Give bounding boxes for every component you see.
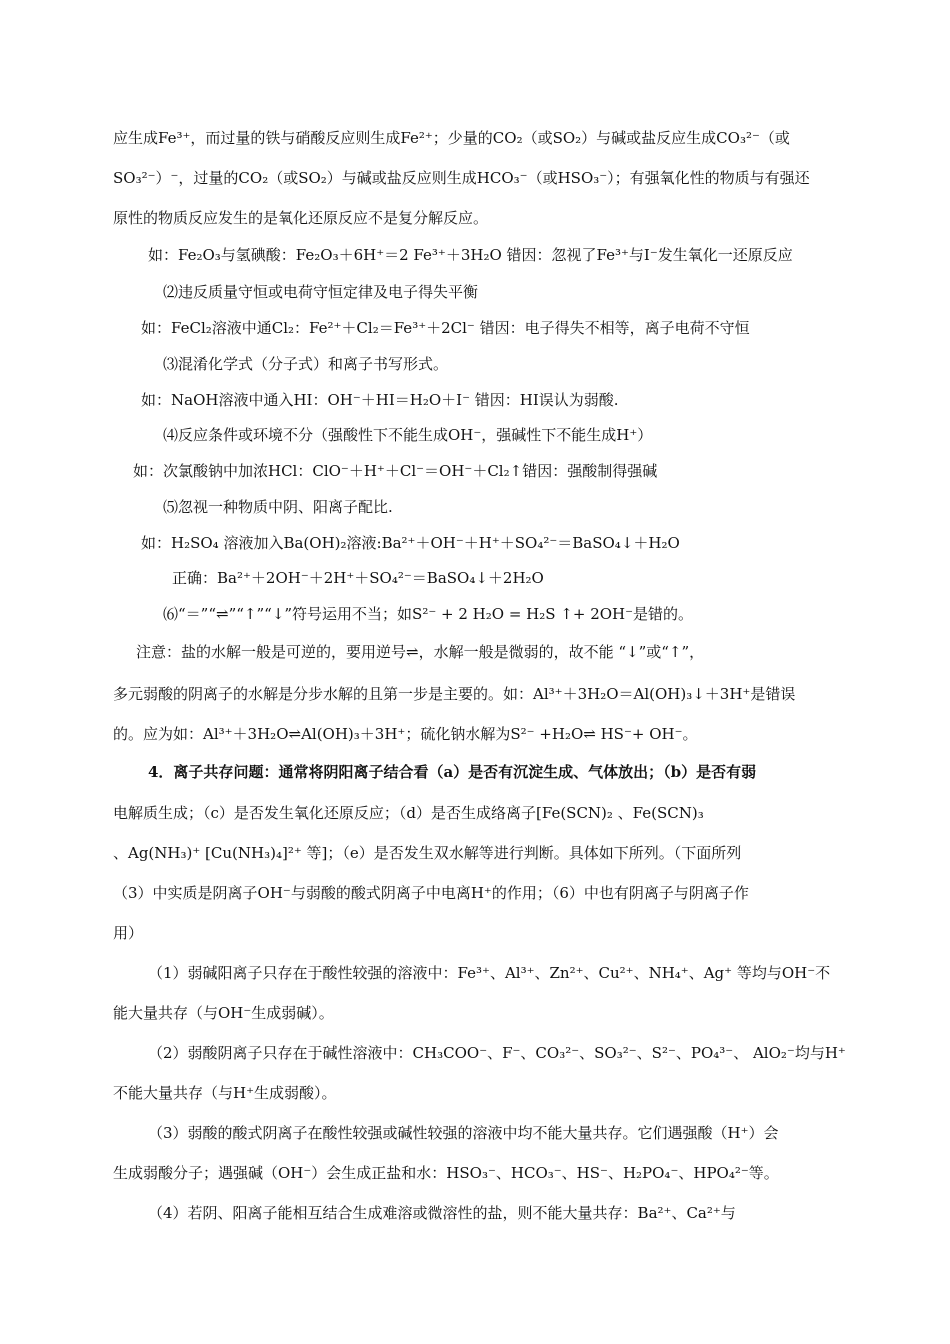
paragraph-line: 用） [113, 924, 144, 942]
note-line: 注意：盐的水解一般是可逆的，要用逆号⇌，水解一般是微弱的，故不能 “↓”或“↑”， [136, 643, 705, 661]
example-line: 如：FeCl₂溶液中通Cl₂：Fe²⁺＋Cl₂＝Fe³⁺＋2Cl⁻ 错因：电子得失不相等，离子电荷不守恒 [141, 319, 750, 337]
section-heading: 4．离子共存问题：通常将阴阳离子结合看（a）是否有沉淀生成、气体放出；（b）是否有弱 [148, 763, 757, 781]
paragraph-line: 能大量共存（与OH⁻生成弱碱）。 [113, 1004, 334, 1022]
error-type-heading: ⑸忽视一种物质中阴、阳离子配比. [163, 498, 393, 516]
list-item: （4）若阴、阳离子能相互结合生成难溶或微溶性的盐，则不能大量共存：Ba²⁺、Ca²⁺与 [148, 1204, 736, 1222]
paragraph-line: 不能大量共存（与H⁺生成弱酸）。 [113, 1084, 337, 1102]
error-type-heading: ⑵违反质量守恒或电荷守恒定律及电子得失平衡 [163, 283, 479, 301]
example-line: 如：Fe₂O₃与氢碘酸：Fe₂O₃＋6H⁺＝2 Fe³⁺＋3H₂O 错因：忽视了Fe³⁺与I⁻发生氧化一还原反应 [148, 246, 793, 264]
list-item: （1）弱碱阳离子只存在于酸性较强的溶液中：Fe³⁺、Al³⁺、Zn²⁺、Cu²⁺、NH₄⁺、Ag⁺ 等均与OH⁻不 [148, 964, 831, 982]
error-type-heading: ⑷反应条件或环境不分（强酸性下不能生成OH⁻，强碱性下不能生成H⁺） [163, 426, 653, 444]
paragraph-line: 多元弱酸的阴离子的水解是分步水解的且第一步是主要的。如：Al³⁺＋3H₂O＝Al(OH)₃↓＋3H⁺是错误 [113, 685, 796, 703]
paragraph-line: 电解质生成；（c）是否发生氧化还原反应；（d）是否生成络离子[Fe(SCN)₂ 、Fe(SCN)₃ [113, 804, 704, 822]
list-item: （3）弱酸的酸式阴离子在酸性较强或碱性较强的溶液中均不能大量共存。它们遇强酸（H⁺）会 [148, 1124, 779, 1142]
list-item: （2）弱酸阴离子只存在于碱性溶液中：CH₃COO⁻、F⁻、CO₃²⁻、SO₃²⁻、S²⁻、PO₄³⁻、 AlO₂⁻均与H⁺ [148, 1044, 846, 1062]
example-line: 如：NaOH溶液中通入HI：OH⁻＋HI＝H₂O＋I⁻ 错因：HI误认为弱酸. [141, 391, 619, 409]
paragraph-line: SO₃²⁻）⁻，过量的CO₂（或SO₂）与碱或盐反应则生成HCO₃⁻（或HSO₃⁻）；有强氧化性的物质与有强还 [113, 169, 810, 187]
paragraph-line: 的。应为如：Al³⁺＋3H₂O⇌Al(OH)₃＋3H⁺；硫化钠水解为S²⁻ +H₂O⇌ HS⁻+ OH⁻。 [113, 725, 698, 743]
example-line: 如：H₂SO₄ 溶液加入Ba(OH)₂溶液:Ba²⁺＋OH⁻＋H⁺＋SO₄²⁻＝BaSO₄↓＋H₂O [141, 534, 680, 552]
paragraph-line: （3）中实质是阴离子OH⁻与弱酸的酸式阴离子中电离H⁺的作用；（6）中也有阴离子与阴离子作 [113, 884, 749, 902]
paragraph-line: 生成弱酸分子；遇强碱（OH⁻）会生成正盐和水：HSO₃⁻、HCO₃⁻、HS⁻、H₂PO₄⁻、HPO₄²⁻等。 [113, 1164, 779, 1182]
paragraph-line: 原性的物质反应发生的是氧化还原反应不是复分解反应。 [113, 209, 489, 227]
correct-equation-line: 正确：Ba²⁺＋2OH⁻＋2H⁺＋SO₄²⁻＝BaSO₄↓＋2H₂O [172, 569, 544, 587]
paragraph-line: 、Ag(NH₃)⁺ [Cu(NH₃)₄]²⁺ 等]；（e）是否发生双水解等进行判断。具体如下所列。（下面所列 [113, 844, 742, 862]
example-line: 如：次氯酸钠中加浓HCl：ClO⁻＋H⁺＋Cl⁻＝OH⁻＋Cl₂↑错因：强酸制得强碱 [133, 462, 658, 480]
paragraph-line: 应生成Fe³⁺，而过量的铁与硝酸反应则生成Fe²⁺；少量的CO₂（或SO₂）与碱或盐反应生成CO₃²⁻（或 [113, 129, 790, 147]
error-type-heading: ⑹“＝”“⇌”“↑”“↓”符号运用不当；如S²⁻ + 2 H₂O = H₂S ↑+ 2OH⁻是错的。 [163, 605, 694, 623]
error-type-heading: ⑶混淆化学式（分子式）和离子书写形式。 [163, 355, 449, 373]
